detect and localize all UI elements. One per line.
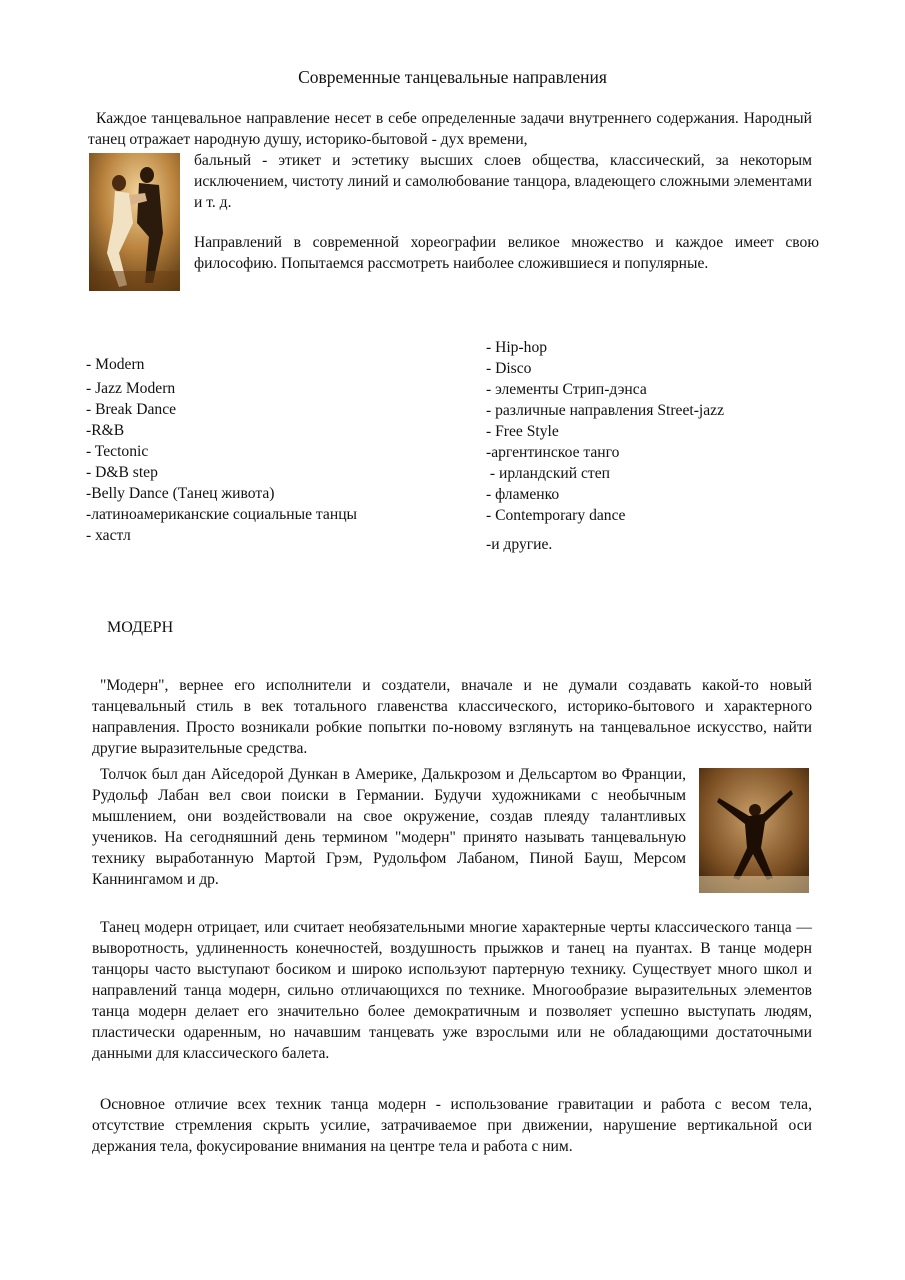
list-item: -R&B (86, 422, 125, 439)
page-title: Современные танцевальные направления (298, 67, 607, 87)
dance-styles-list-right (486, 337, 724, 555)
intro-line1: Каждое танцевальное направление несет в себе определенные задачи внутреннего содержания. Народный танец отражает народную душу, историко-бытовой - дух времени, (88, 110, 812, 148)
list-item: - Modern (86, 356, 145, 373)
list-item: - ирландский степ (486, 465, 610, 482)
dancing-couple-photo (89, 153, 180, 291)
modern-dancer-photo (699, 768, 809, 893)
modern-paragraph-1 (92, 675, 812, 759)
list-item: - Contemporary dance (486, 507, 626, 524)
modern-p3-text: Танец модерн отрицает, или считает необязательными многие характерные черты классического танца — выворотность, удлиненность конечностей, воздушность прыжков и танец на пуантах. В танце модерн танцоры часто выступают босиком и широко используют партерную технику. Существует много школ и направлений танца модерн, сильно отличающихся по технике. Многообразие выразительных элементов танца модерн делает его значительно более демократичным и позволяет успешно выступать людям, пластически одаренным, но начавшим танцевать уже взрослыми или не обладающими достаточными данными для классического балета. (92, 919, 812, 1062)
modern-paragraph-3 (92, 917, 812, 1064)
modern-paragraph-2 (92, 764, 686, 890)
list-item: -аргентинское танго (486, 444, 620, 461)
list-item: - Disco (486, 360, 532, 377)
section-heading: МОДЕРН (107, 619, 174, 636)
list-item: - Free Style (486, 423, 559, 440)
modern-p1-text: "Модерн", вернее его исполнители и создатели, вначале и не думали создавать какой-то новый танцевальный стиль в век тотального главенства классического, историко-бытового и характерного направления. Просто возникали робкие попытки по-новому взглянуть на танцевальное искусство, найти другие выразительные средства. (92, 677, 812, 757)
intro-paragraph-start (88, 108, 812, 150)
list-item: - Hip-hop (486, 339, 548, 356)
list-item: - хастл (86, 527, 131, 544)
list-item: - Tectonic (86, 443, 149, 460)
modern-paragraph-4 (92, 1094, 812, 1157)
couple-photo-graphic (89, 153, 180, 291)
list-item: - различные направления Street-jazz (486, 402, 724, 419)
list-item: -латиноамериканские социальные танцы (86, 506, 358, 523)
dance-styles-list-left (86, 354, 357, 546)
intro-wrapped-text: бальный - этикет и эстетику высших слоев общества, классический, за некоторым исключением, чистоту линий и самолюбование танцора, владеющего сложными элементами и т. д. (194, 152, 812, 211)
dancer-photo-graphic (699, 768, 809, 893)
list-item: - фламенко (486, 486, 560, 503)
list-item: - Break Dance (86, 401, 177, 418)
intro-second-paragraph: Направлений в современной хореографии великое множество и каждое имеет свою философию. Попытаемся рассмотреть наиболее сложившиеся и популярные. (194, 234, 819, 272)
modern-p4-text: Основное отличие всех техник танца модерн - использование гравитации и работа с весом тела, отсутствие стремления скрыть усилие, затрачиваемое при движении, нарушение вертикальной оси держания тела, фокусирование внимания на центре тела и работа с ним. (92, 1096, 812, 1155)
list-item: -Belly Dance (Танец живота) (86, 485, 275, 502)
list-item: - D&B step (86, 464, 158, 481)
list-item: -и другие. (486, 536, 553, 553)
list-item: - Jazz Modern (86, 380, 176, 397)
modern-p2-text: Толчок был дан Айседорой Дункан в Америке, Далькрозом и Дельсартом во Франции, Рудольф Лабан вел свои поиски в Германии. Будучи художниками с необычным мышлением, они воздействовали на свое окружение, создав плеяду талантливых учеников. На сегодняшний день термином "модерн" принято называть танцевальную технику выработанную Мартой Грэм, Рудольфом Лабаном, Пиной Бауш, Мерсом Каннингамом и др. (92, 766, 686, 888)
list-item: - элементы Стрип-дэнса (486, 381, 647, 398)
